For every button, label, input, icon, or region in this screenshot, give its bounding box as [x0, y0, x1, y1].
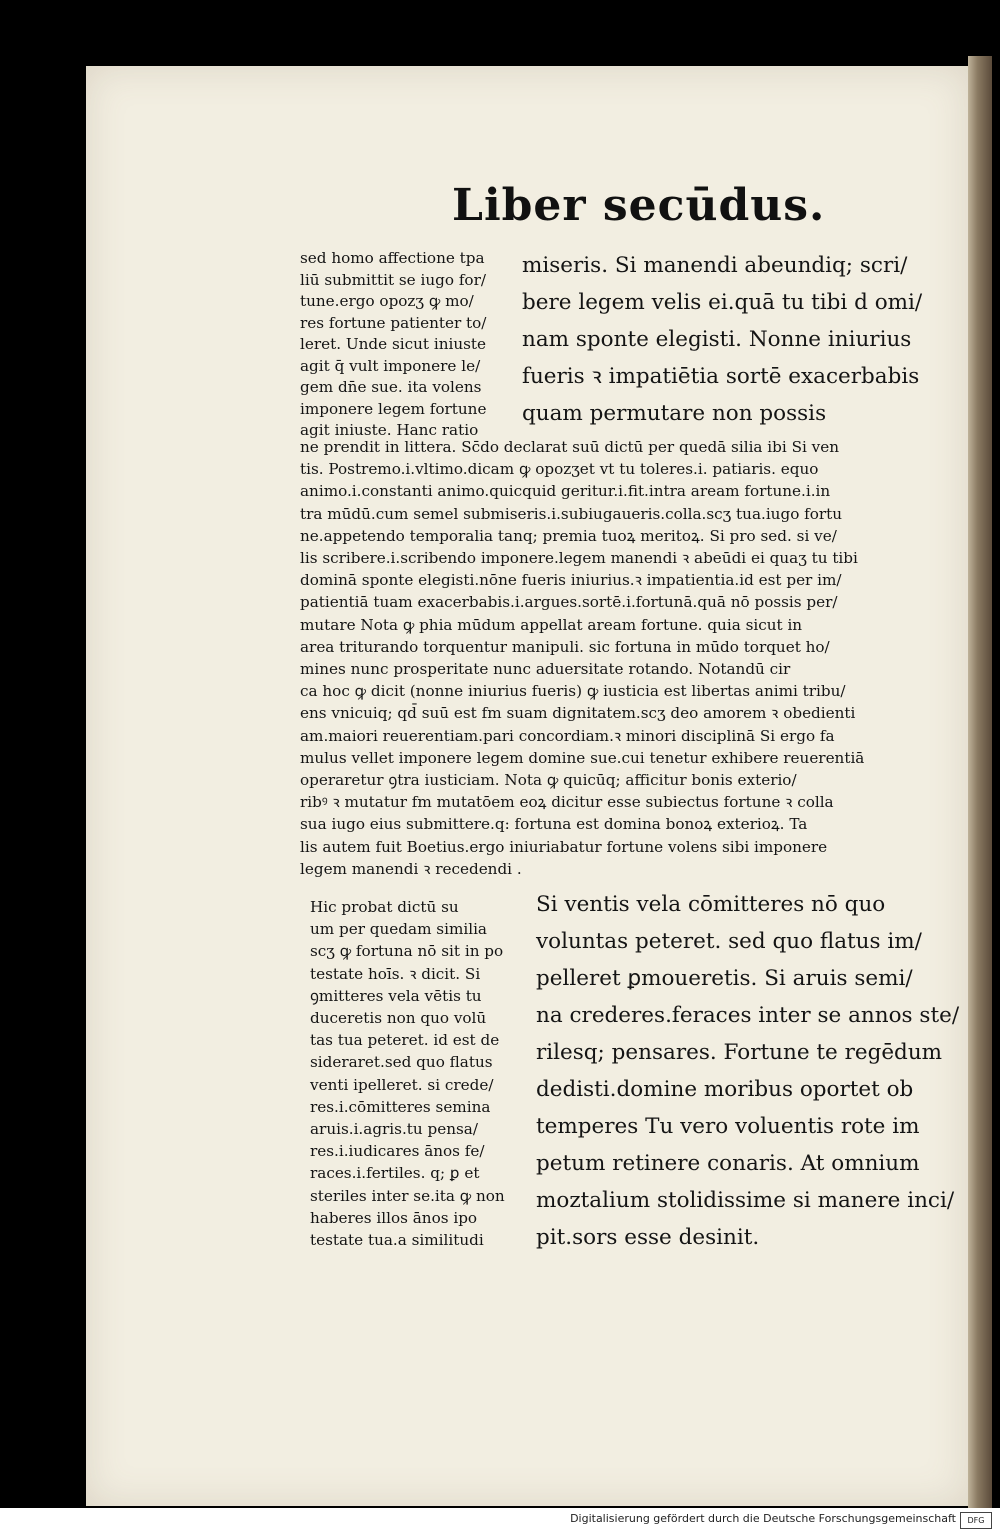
text-line: agit iniuste. Hanc ratio — [300, 421, 479, 439]
running-title: Liber secūdus. — [452, 180, 826, 231]
text-line: miseris. Si manendi abeundiq; scri/ — [522, 253, 908, 278]
text-line: tas tua peteret. id est de — [310, 1031, 500, 1050]
text-line: res.i.iudicares ānos fe/ — [310, 1142, 485, 1161]
text-line: moztalium stolidissime si manere inci/ — [536, 1188, 955, 1213]
text-line: Si ventis vela cōmitteres nō quo — [536, 892, 886, 917]
text-line: tis. Postremo.i.vltimo.dicam ꝙ opozʒet vt tu toleres.i. patiaris. equo — [300, 460, 819, 479]
text-line: imponere legem fortune — [300, 399, 487, 418]
text-line: um per quedam similia — [310, 920, 487, 939]
text-line: res fortune patienter to/ — [300, 313, 487, 332]
text-line: quam permutare non possis — [522, 401, 827, 426]
gloss-left-1 — [300, 248, 500, 442]
footer-bar — [0, 1508, 1000, 1532]
text-line: res.i.cōmitteres semina — [310, 1097, 491, 1116]
text-line: agit q̄ vult imponere le/ — [300, 356, 481, 375]
text-line: ꝯmitteres vela vētis tu — [310, 986, 482, 1005]
main-text-2 — [536, 886, 960, 1256]
text-line: ens vnicuiq; qd̄ suū est fm suam dignitatem.scʒ deo amorem ꝛ obedienti — [300, 704, 856, 723]
text-line: na crederes.feraces inter se annos ste/ — [536, 1003, 960, 1028]
text-line: ribꝰ ꝛ mutatur fm mutatōem eoꝝ dicitur esse subiectus fortune ꝛ colla — [300, 793, 834, 812]
text-line: area triturando torquentur manipuli. sic fortuna in mūdo torquet ho/ — [300, 637, 830, 656]
text-line: tra mūdū.cum semel submiseris.i.subiugaueris.colla.scʒ tua.iugo fortu — [300, 504, 843, 523]
text-line: gem dn̄e sue. ita volens — [300, 378, 482, 396]
gloss-left-2 — [310, 896, 520, 1251]
text-line: patientiā tuam exacerbabis.i.argues.sortē.i.fortunā.quā nō possis per/ — [300, 593, 838, 612]
text-line: liū submittit se iugo for/ — [300, 270, 486, 289]
text-line: legem manendi ꝛ recedendi . — [300, 859, 522, 878]
text-line: races.i.fertiles. q; ꝑ et — [310, 1164, 480, 1183]
text-line: mutare Nota ꝙ phia mūdum appellat aream fortune. quia sicut in — [300, 615, 803, 634]
text-line: dedisti.domine moribus oportet ob — [536, 1077, 914, 1102]
text-line: pit.sors esse desinit. — [536, 1225, 760, 1250]
text-line: aruis.i.agris.tu pensa/ — [310, 1120, 478, 1139]
text-line: testate hoīs. ꝛ dicit. Si — [310, 964, 481, 983]
text-line: steriles inter se.ita ꝙ non — [310, 1186, 505, 1205]
text-line: ne prendit in littera. Sc̄do declarat suū dictū per quedā silia ibi Si ven — [300, 438, 840, 456]
footer-credit: Digitalisierung gefördert durch die Deutsche Forschungsgemeinschaft — [570, 1512, 956, 1525]
main-text-1 — [522, 247, 923, 432]
text-line: nam sponte elegisti. Nonne iniurius — [522, 327, 912, 352]
text-line: animo.i.constanti animo.quicquid geritur.i.fit.intra aream fortune.i.in — [300, 482, 831, 501]
text-line: duceretis non quo volū — [310, 1009, 487, 1028]
text-line: petum retinere conaris. At omnium — [536, 1151, 920, 1176]
text-line: pelleret ꝑmoueretis. Si aruis semi/ — [536, 966, 913, 991]
text-line: fueris ꝛ impatiētia sortē exacerbabis — [522, 364, 920, 389]
text-line: tune.ergo opozʒ ꝙ mo/ — [300, 292, 474, 310]
text-line: scʒ ꝙ fortuna nō sit in po — [310, 942, 504, 961]
text-line: operaretur ꝯtra iusticiam. Nota ꝙ quicūq; afficitur bonis exterio/ — [300, 771, 797, 790]
text-line: sed homo affectione tpa — [300, 249, 485, 267]
text-line: rilesq; pensares. Fortune te regēdum — [536, 1040, 943, 1065]
text-line: testate tua.a similitudi — [310, 1231, 484, 1250]
page-edge — [968, 56, 992, 1512]
text-line: Hic probat dictū su — [310, 898, 459, 916]
text-line: bere legem velis ei.quā tu tibi d omi/ — [522, 290, 923, 315]
text-line: lis scribere.i.scribendo imponere.legem manendi ꝛ abeūdi ei quaʒ tu tibi — [300, 549, 858, 568]
text-line: temperes Tu vero voluentis rote im — [536, 1114, 920, 1139]
text-line: dominā sponte elegisti.nōne fueris iniurius.ꝛ impatientia.id est per im/ — [300, 571, 842, 590]
text-line: haberes illos ānos ipo — [310, 1208, 478, 1227]
text-line: lis autem fuit Boetius.ergo iniuriabatur fortune volens sibi imponere — [300, 837, 828, 856]
text-line: ca hoc ꝙ dicit (nonne iniurius fueris) ꝙ iusticia est libertas animi tribu/ — [300, 682, 846, 701]
text-line: mines nunc prosperitate nunc aduersitate rotando. Notandū cir — [300, 660, 791, 679]
text-line: mulus vellet imponere legem domine sue.cui tenetur exhibere reuerentiā — [300, 748, 865, 767]
text-line: leret. Unde sicut iniuste — [300, 335, 487, 353]
text-line: ne.appetendo temporalia tanq; premia tuoꝝ meritoꝝ. Si pro sed. si ve/ — [300, 526, 837, 545]
text-line: venti ipelleret. si crede/ — [310, 1075, 494, 1094]
text-line: sideraret.sed quo flatus — [310, 1053, 493, 1072]
text-line: voluntas peteret. sed quo flatus im/ — [536, 929, 922, 954]
text-line: sua iugo eius submittere.q: fortuna est domina bonoꝝ exterioꝝ. Ta — [300, 815, 808, 834]
text-line: am.maiori reuerentiam.pari concordiam.ꝛ minori disciplinā Si ergo fa — [300, 726, 835, 745]
dfg-logo: DFG — [960, 1512, 992, 1529]
commentary-block — [300, 436, 912, 880]
